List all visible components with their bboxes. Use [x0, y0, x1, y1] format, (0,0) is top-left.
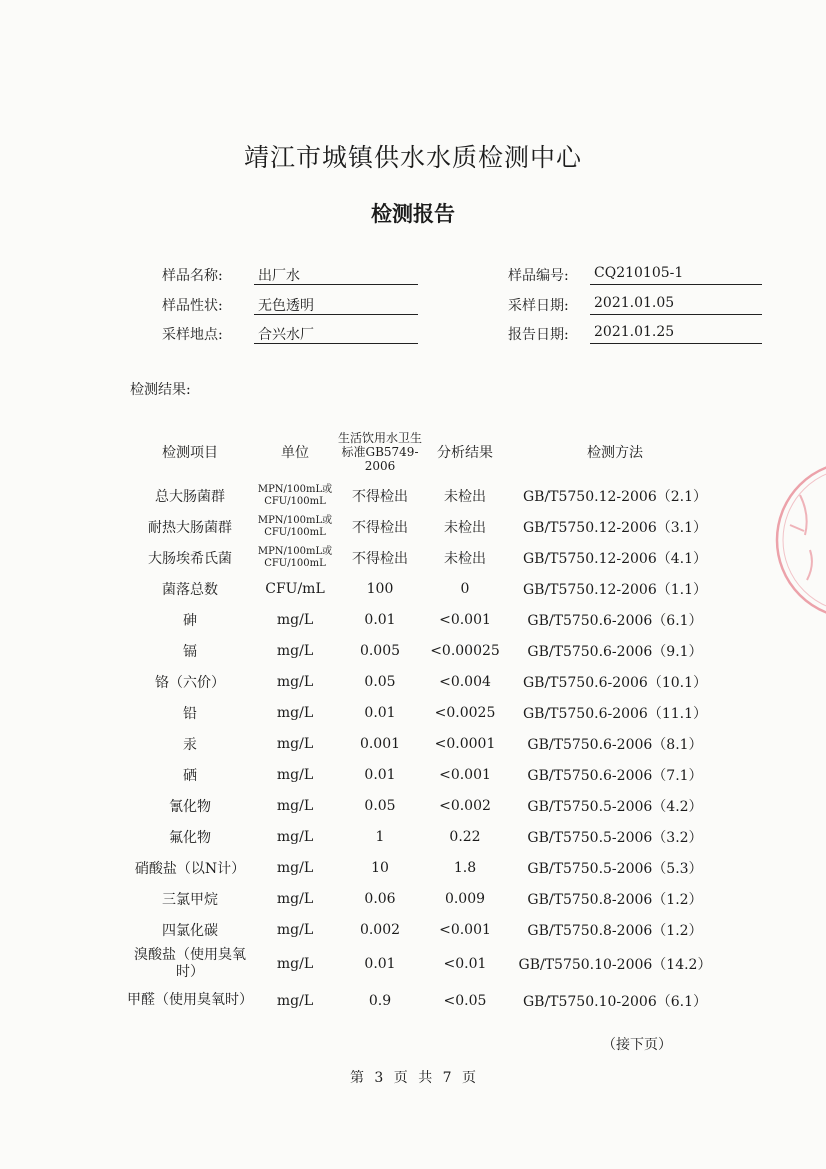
cell-result: 未检出	[444, 488, 486, 505]
continued-note: （接下页）	[602, 1037, 672, 1053]
cell-unit: mg/L	[276, 642, 314, 659]
table-row	[125, 790, 725, 821]
table-row	[125, 635, 725, 666]
cell-method: GB/T5750.6-2006（6.1）	[527, 612, 703, 629]
cell-item: 氟化物	[169, 829, 211, 846]
cell-result: <0.004	[439, 673, 491, 690]
cell-item: 大肠埃希氏菌	[148, 550, 232, 567]
cell-result: <0.01	[443, 955, 487, 972]
cell-standard: 100	[366, 580, 394, 597]
cell-unit: mg/L	[276, 955, 314, 972]
cell-result: 1.8	[453, 859, 477, 876]
cell-result: <0.001	[439, 921, 491, 938]
sample-name-label: 样品名称:	[162, 268, 223, 284]
cell-item: 溴酸盐（使用臭氧时）	[134, 946, 246, 980]
cell-unit: mg/L	[276, 797, 314, 814]
table-row	[125, 914, 725, 945]
table-row	[125, 604, 725, 635]
cell-standard: 0.01	[364, 766, 396, 783]
field-sample-no	[508, 265, 768, 287]
cell-result: <0.0001	[434, 735, 496, 752]
cell-result: 0	[460, 580, 470, 597]
cell-result: <0.001	[439, 766, 491, 783]
sample-trait-value: 无色透明	[254, 295, 418, 315]
cell-standard: 0.05	[364, 673, 396, 690]
field-sample-site	[162, 324, 422, 346]
header-item: 检测项目	[162, 445, 218, 461]
header-result: 分析结果	[437, 445, 493, 461]
cell-item: 铅	[183, 705, 197, 722]
table-row	[125, 821, 725, 852]
table-row	[125, 666, 725, 697]
cell-item: 镉	[183, 643, 197, 660]
cell-unit: mg/L	[276, 828, 314, 845]
cell-item: 总大肠菌群	[155, 488, 225, 505]
cell-unit: MPN/100mL或CFU/100mL	[257, 514, 333, 538]
results-table-body	[125, 480, 725, 1019]
sample-trait-label: 样品性状:	[162, 298, 223, 314]
cell-unit: mg/L	[276, 704, 314, 721]
sample-no-label: 样品编号:	[508, 268, 569, 284]
cell-standard: 1	[375, 828, 385, 845]
header-method: 检测方法	[587, 445, 643, 461]
cell-unit: mg/L	[276, 673, 314, 690]
cell-method: GB/T5750.8-2006（1.2）	[527, 922, 703, 939]
cell-item: 四氯化碳	[162, 922, 218, 939]
report-date-value: 2021.01.25	[590, 324, 762, 344]
org-title: 靖江市城镇供水水质检测中心	[243, 143, 582, 172]
cell-standard: 0.002	[359, 921, 401, 938]
cell-standard: 0.01	[364, 955, 396, 972]
cell-unit: mg/L	[276, 921, 314, 938]
cell-method: GB/T5750.12-2006（4.1）	[522, 550, 708, 567]
field-sample-trait	[162, 295, 422, 317]
table-header-row	[125, 424, 725, 480]
cell-method: GB/T5750.6-2006（11.1）	[522, 705, 708, 722]
cell-result: <0.002	[439, 797, 491, 814]
table-row	[125, 542, 725, 573]
cell-method: GB/T5750.10-2006（6.1）	[522, 993, 708, 1010]
seal-glyph-strokes	[790, 495, 812, 580]
cell-standard: 0.06	[364, 890, 396, 907]
table-row	[125, 759, 725, 790]
table-row	[125, 697, 725, 728]
table-row	[125, 852, 725, 883]
table-row	[125, 883, 725, 914]
cell-standard: 不得检出	[352, 488, 408, 505]
seal-inner-ring	[783, 468, 826, 612]
report-title: 检测报告	[371, 201, 455, 226]
cell-method: GB/T5750.6-2006（7.1）	[527, 767, 703, 784]
sample-no-value: CQ210105-1	[590, 265, 762, 285]
cell-item: 铬（六价）	[155, 674, 225, 691]
sample-site-label: 采样地点:	[162, 327, 223, 343]
cell-method: GB/T5750.12-2006（1.1）	[522, 581, 708, 598]
cell-unit: mg/L	[276, 611, 314, 628]
cell-result: 未检出	[444, 550, 486, 567]
cell-method: GB/T5750.5-2006（3.2）	[527, 829, 703, 846]
cell-standard: 0.001	[359, 735, 401, 752]
field-sample-date	[508, 295, 768, 317]
header-standard: 生活饮用水卫生标准GB5749-2006	[337, 431, 422, 473]
sample-date-label: 采样日期:	[508, 298, 569, 314]
official-seal-stamp	[770, 455, 826, 630]
cell-method: GB/T5750.6-2006（9.1）	[527, 643, 703, 660]
table-row	[125, 511, 725, 542]
cell-method: GB/T5750.6-2006（10.1）	[522, 674, 708, 691]
cell-item: 耐热大肠菌群	[148, 519, 232, 536]
cell-method: GB/T5750.6-2006（8.1）	[527, 736, 703, 753]
cell-result: <0.001	[439, 611, 491, 628]
cell-standard: 0.01	[364, 611, 396, 628]
sample-name-value: 出厂水	[254, 265, 418, 285]
sample-date-value: 2021.01.05	[590, 295, 762, 315]
cell-unit: MPN/100mL或CFU/100mL	[257, 545, 333, 569]
cell-unit: CFU/mL	[265, 580, 325, 597]
cell-standard: 10	[371, 859, 389, 876]
table-row	[125, 982, 725, 1019]
cell-unit: mg/L	[276, 859, 314, 876]
sample-site-value: 合兴水厂	[254, 324, 418, 344]
cell-unit: mg/L	[276, 735, 314, 752]
table-row	[125, 728, 725, 759]
cell-result: <0.05	[443, 992, 487, 1009]
field-report-date	[508, 324, 768, 346]
cell-method: GB/T5750.12-2006（3.1）	[522, 519, 708, 536]
results-table	[125, 424, 725, 1019]
cell-standard: 0.9	[368, 992, 392, 1009]
cell-result: <0.00025	[430, 642, 500, 659]
cell-item: 硒	[183, 767, 197, 784]
table-row	[125, 945, 725, 982]
cell-standard: 0.05	[364, 797, 396, 814]
cell-item: 菌落总数	[162, 581, 218, 598]
report-date-label: 报告日期:	[508, 327, 569, 343]
table-row	[125, 573, 725, 604]
cell-standard: 0.01	[364, 704, 396, 721]
field-sample-name	[162, 265, 422, 287]
cell-method: GB/T5750.8-2006（1.2）	[527, 891, 703, 908]
cell-standard: 不得检出	[352, 519, 408, 536]
cell-item: 砷	[183, 612, 197, 629]
cell-standard: 不得检出	[352, 550, 408, 567]
cell-method: GB/T5750.5-2006（5.3）	[527, 860, 703, 877]
table-row	[125, 480, 725, 511]
results-label: 检测结果:	[130, 382, 191, 398]
cell-unit: mg/L	[276, 766, 314, 783]
cell-item: 三氯甲烷	[162, 891, 218, 908]
seal-ring	[777, 462, 826, 618]
page-number: 第 3 页 共 7 页	[349, 1070, 477, 1086]
cell-result: 未检出	[444, 519, 486, 536]
cell-method: GB/T5750.12-2006（2.1）	[522, 488, 708, 505]
cell-result: <0.0025	[434, 704, 496, 721]
cell-item: 汞	[183, 736, 197, 753]
cell-standard: 0.005	[359, 642, 401, 659]
header-unit: 单位	[281, 445, 309, 461]
cell-item: 硝酸盐（以N计）	[134, 860, 246, 877]
cell-item: 甲醛（使用臭氧时）	[127, 992, 253, 1008]
cell-method: GB/T5750.10-2006（14.2）	[518, 956, 712, 973]
cell-unit: mg/L	[276, 992, 314, 1009]
cell-result: 0.009	[444, 890, 486, 907]
cell-item: 氰化物	[169, 798, 211, 815]
cell-unit: mg/L	[276, 890, 314, 907]
cell-result: 0.22	[449, 828, 481, 845]
cell-method: GB/T5750.5-2006（4.2）	[527, 798, 703, 815]
cell-unit: MPN/100mL或CFU/100mL	[257, 483, 333, 507]
